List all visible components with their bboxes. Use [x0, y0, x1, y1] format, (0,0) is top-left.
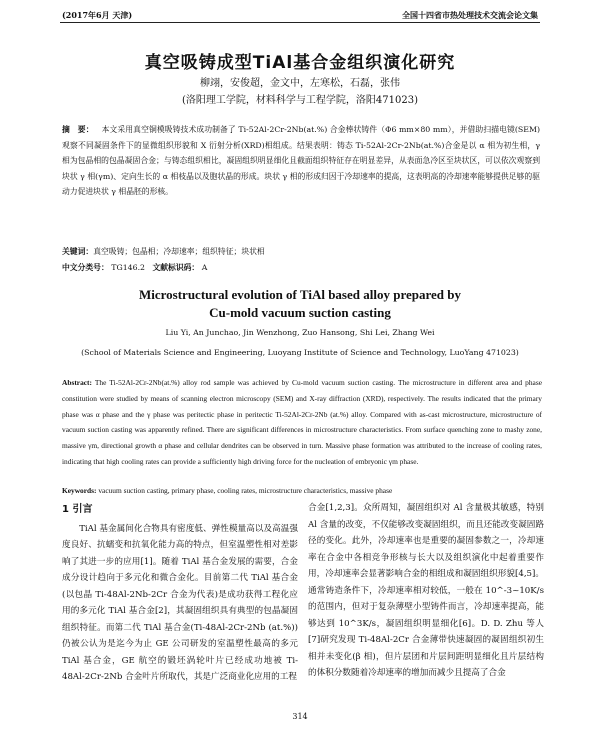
paper-title-english — [0, 286, 600, 322]
paper-title-chinese: 真空吸铸成型TiAl基合金组织演化研究 — [144, 53, 456, 73]
introduction-paragraph-left: TiAl 基金属间化合物具有密度低、弹性模量高以及高温强度良好、抗蠕变和抗氧化能力高的特点，但室温塑性相对差影响了其进一步的应用[1]。随着 TiAl 基合金发展的需要，合金成分设计趋向于多元化和微合金化。目前第二代 TiAl 基合金(以包晶 Ti-48Al-2Nb-2Cr 合金为代表)是成功获得工程化应用的多元化 TiAl 基合金[2]，其凝固组织具有典型的包晶凝固组织特征。而第二代 TiAl 基合金(Ti-48Al-2Cr-2Nb (at.%))仍被公认为是迄今为止 GE 公司研发的室温塑性最高的多元 TiAl 基合金，GE 航空的锻坯涡轮叶片已经成功地被 Ti-48Al-2Cr-2Nb 合金叶片所取代，其是广泛商业化应用的工程 — [62, 523, 298, 682]
document-code-label: 文献标识码： — [152, 263, 200, 272]
keywords-english-label: Keywords: — [62, 486, 97, 495]
keywords-chinese-text: 真空吸铸；包晶相；冷却速率；组织特征；块状相 — [93, 247, 265, 256]
page-number: 314 — [292, 712, 308, 721]
authors-english: Liu Yi, An Junchao, Jin Wenzhong, Zuo Hansong, Shi Lei, Zhang Wei — [165, 328, 435, 337]
abstract-english-label: Abstract: — [62, 378, 92, 387]
abstract-english-text: The Ti-52Al-2Cr-2Nb(at.%) alloy rod sample was achieved by Cu-mold vacuum suction casting. The microstructure in different area and phase constitution were studied by means of scanning electron microscopy (SEM) and X-ray diffraction (XRD), respectively. The results indicated that the primary phase was α phase and the γ phase was peritectic phase in peritectic Ti-52Al-2Cr-2Nb (at.%) alloy. Compared with as-cast microstructure, microstructure of vacuum suction casting was apparently refined. There are significant differences in microstructure characteristics. From surface quenching zone to mashy zone, massive γm, directional growth α phase and cellular dendrites can be observed in turn. Massive phase formation was attributed to the increase of cooling rates, indicating that high cooling rates can provide a sufficiently high driving force for the nucleation of embryonic γm phase. — [62, 378, 542, 466]
keywords-chinese-label: 关键词： — [62, 247, 94, 256]
authors-chinese: 柳翊，安俊超，金文中，左寒松，石磊，张伟 — [200, 78, 400, 89]
keywords-english — [62, 486, 542, 495]
abstract-chinese-label: 摘 要： — [62, 125, 94, 134]
affiliation-english: (School of Materials Science and Engineering, Luoyang Institute of Science and Technology, LuoYang 471023) — [81, 348, 519, 357]
body-column-left — [62, 502, 298, 686]
header-rule — [60, 22, 540, 23]
keywords-chinese — [62, 246, 540, 257]
title-english-line1: Microstructural evolution of TiAl based alloy prepared by — [138, 287, 461, 302]
abstract-english — [62, 375, 542, 470]
introduction-paragraph-right: 合金[1,2,3]。众所周知，凝固组织对 Al 含量极其敏感，特别 Al 含量的改变，不仅能够改变凝固组织，而且还能改变凝固路径的变化。此外，冷却速率也是重要的凝固参数之一，冷却速率在合金中各相竞争形核与长大以及组织演化中起着重要作用，冷却速率会显著影响合金的相组成和凝固组织形貌[4,5]。通常铸造条件下，冷却速率相对较低，一般在 10^-3~10K/s 的范围内，但对于复杂薄壁小型铸件而言，冷却速率提高，能够达到 10^3K/s，凝固组织明显细化[6]。D. D. Zhu 等人[7]研究发现 Ti-48Al-2Cr 合金薄带快速凝固的凝固组织初生相并未变化(β 相)，但片层团和片层间距明显细化且片层结构的体积分数随着冷却速率的增加而减少且提高了合金 — [308, 503, 544, 678]
title-english-line2: Cu-mold vacuum suction casting — [209, 305, 391, 320]
body-column-right — [308, 500, 544, 682]
section-heading-introduction: 1 引言 — [62, 504, 93, 515]
classification-label: 中文分类号： — [62, 263, 109, 272]
document-code: A — [201, 263, 208, 272]
running-header-right: 全国十四省市热处理技术交流会论文集 — [402, 10, 538, 20]
abstract-chinese-text: 本文采用真空铜模吸铸技术成功制备了 Ti-52Al-2Cr-2Nb(at.%) 合金棒状铸件（Φ6 mm×80 mm），并借助扫描电镜(SEM)观察不同凝固条件下的显微组织形貌和 X 衍射分析(XRD)相组成。结果表明：铸态 Ti-52Al-2Cr-2Nb(at.%)合金是以 α 相为初生相，γ 相为包晶相的包晶凝固合金；与铸态组织相比，凝固组织明显细化且截面组织特征存在明显差异，从表面急冷区至块状区，可以依次观察到块状 γ 相(γm)、定向生长的 α 相枝晶以及胞状晶的形成。块状 γ 相的形成归因于冷却速率的提高，这表明高的冷却速率能够提供足够的驱动力促进块状 γ 相晶胚的形核。 — [62, 125, 540, 197]
classification-line — [62, 262, 540, 273]
keywords-english-text: vacuum suction casting, primary phase, cooling rates, microstructure characteristics, massive phase — [98, 486, 393, 495]
affiliation-chinese: (洛阳理工学院，材料科学与工程学院，洛阳471023) — [182, 95, 418, 106]
abstract-chinese — [62, 122, 540, 200]
running-header-left: (2017年6月 天津) — [62, 10, 133, 20]
classification-code: TG146.2 — [111, 263, 146, 272]
